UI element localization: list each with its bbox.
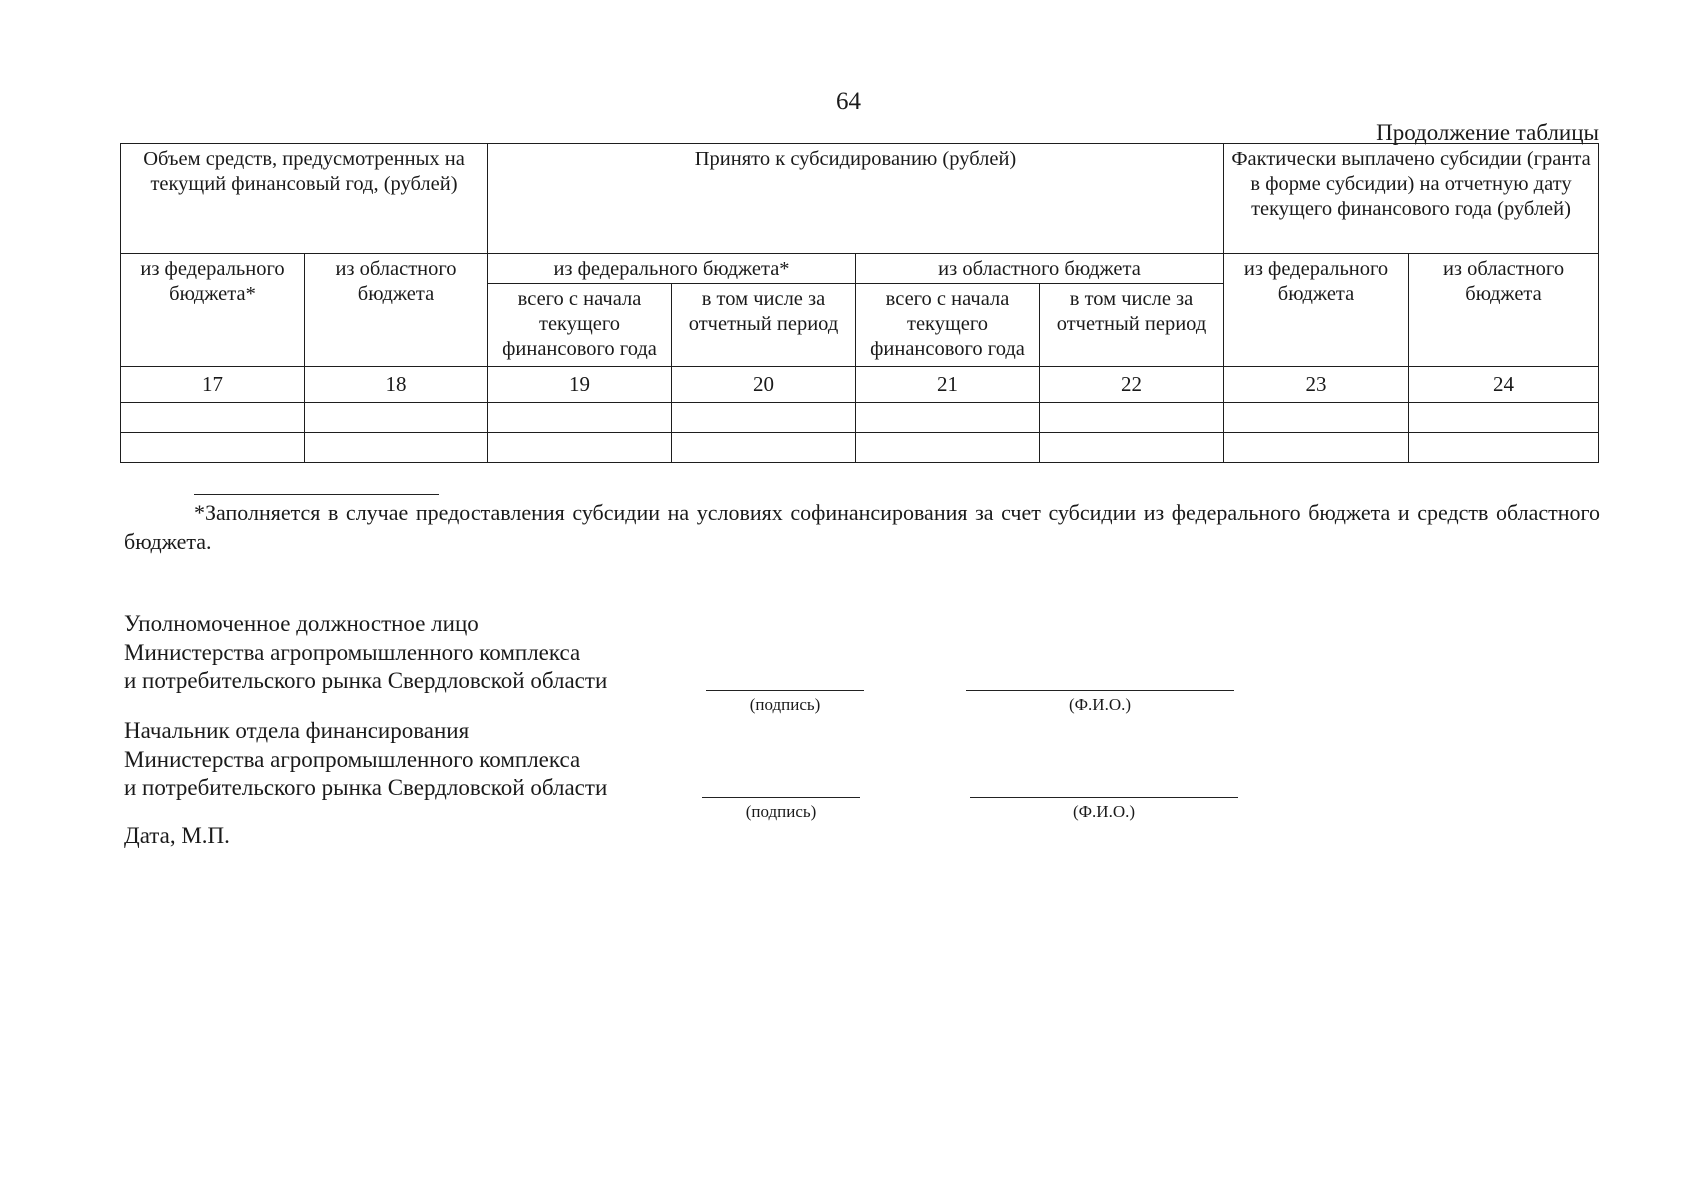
header-volume-planned: Объем средств, предусмотренных на текущий финансовый год, (рублей) xyxy=(121,144,488,254)
header-federal-in-period: в том числе за отчетный период xyxy=(672,284,856,367)
header-volume-regional: из областного бюджета xyxy=(305,254,488,367)
signatory-line: и потребительского рынка Свердловской области xyxy=(124,775,608,800)
header-regional-in-period: в том числе за отчетный период xyxy=(1040,284,1224,367)
empty-cell[interactable] xyxy=(1224,433,1409,463)
footnote: *Заполняется в случае предоставления субсидии на условиях софинансирования за счет субсидии из федерального бюджета и средств областного бюджета. xyxy=(124,500,1600,554)
empty-cell[interactable] xyxy=(121,403,305,433)
column-number: 21 xyxy=(856,367,1040,403)
empty-cell[interactable] xyxy=(121,433,305,463)
empty-cell[interactable] xyxy=(1409,403,1599,433)
column-number: 24 xyxy=(1409,367,1599,403)
column-number: 19 xyxy=(488,367,672,403)
signatory-line: Министерства агропромышленного комплекса xyxy=(124,746,581,772)
empty-cell[interactable] xyxy=(1040,433,1224,463)
header-actually-paid: Фактически выплачено субсидии (гранта в форме субсидии) на отчетную дату текущего финансового года (рублей) xyxy=(1224,144,1599,254)
header-federal-since-start: всего с начала текущего финансового года xyxy=(488,284,672,367)
header-paid-federal: из федерального бюджета xyxy=(1224,254,1409,367)
signatory-line: и потребительского рынка Свердловской области xyxy=(124,668,608,693)
empty-cell[interactable] xyxy=(856,403,1040,433)
column-number: 17 xyxy=(121,367,305,403)
empty-cell[interactable] xyxy=(1224,403,1409,433)
page-number: 64 xyxy=(836,88,861,115)
signatory-line: Уполномоченное должностное лицо xyxy=(124,611,479,636)
header-accepted-regional: из областного бюджета xyxy=(856,254,1224,284)
signature-blank-1[interactable] xyxy=(706,690,864,691)
name-caption: (Ф.И.О.) xyxy=(1068,695,1132,714)
header-volume-federal: из федерального бюджета* xyxy=(121,254,305,367)
column-number: 20 xyxy=(672,367,856,403)
column-number: 18 xyxy=(305,367,488,403)
empty-cell[interactable] xyxy=(488,433,672,463)
empty-cell[interactable] xyxy=(672,433,856,463)
empty-cell[interactable] xyxy=(1040,403,1224,433)
name-caption: (Ф.И.О.) xyxy=(1072,802,1136,821)
header-accepted-for-subsidy: Принято к субсидированию (рублей) xyxy=(488,144,1224,254)
header-paid-regional: из областного бюджета xyxy=(1409,254,1599,367)
column-number: 23 xyxy=(1224,367,1409,403)
signature-caption: (подпись) xyxy=(745,802,817,821)
footnote-separator xyxy=(194,494,439,495)
empty-cell[interactable] xyxy=(305,433,488,463)
empty-cell[interactable] xyxy=(856,433,1040,463)
table-row xyxy=(121,433,1599,463)
signature-caption: (подпись) xyxy=(749,695,821,714)
name-blank-2[interactable] xyxy=(970,797,1238,798)
signatory-1-title xyxy=(124,610,607,696)
header-accepted-federal: из федерального бюджета* xyxy=(488,254,856,284)
signatory-2-title xyxy=(124,717,607,803)
date-stamp-label: Дата, М.П. xyxy=(124,823,230,848)
signatory-line: Министерства агропромышленного комплекса xyxy=(124,639,581,665)
header-regional-since-start: всего с начала текущего финансового года xyxy=(856,284,1040,367)
empty-cell[interactable] xyxy=(672,403,856,433)
empty-cell[interactable] xyxy=(488,403,672,433)
empty-cell[interactable] xyxy=(305,403,488,433)
empty-cell[interactable] xyxy=(1409,433,1599,463)
column-number: 22 xyxy=(1040,367,1224,403)
table-row xyxy=(121,403,1599,433)
name-blank-1[interactable] xyxy=(966,690,1234,691)
signatory-line: Начальник отдела финансирования xyxy=(124,718,470,743)
signature-blank-2[interactable] xyxy=(702,797,860,798)
subsidy-table xyxy=(120,143,1599,463)
table-continuation-label: Продолжение таблицы xyxy=(1376,120,1599,145)
